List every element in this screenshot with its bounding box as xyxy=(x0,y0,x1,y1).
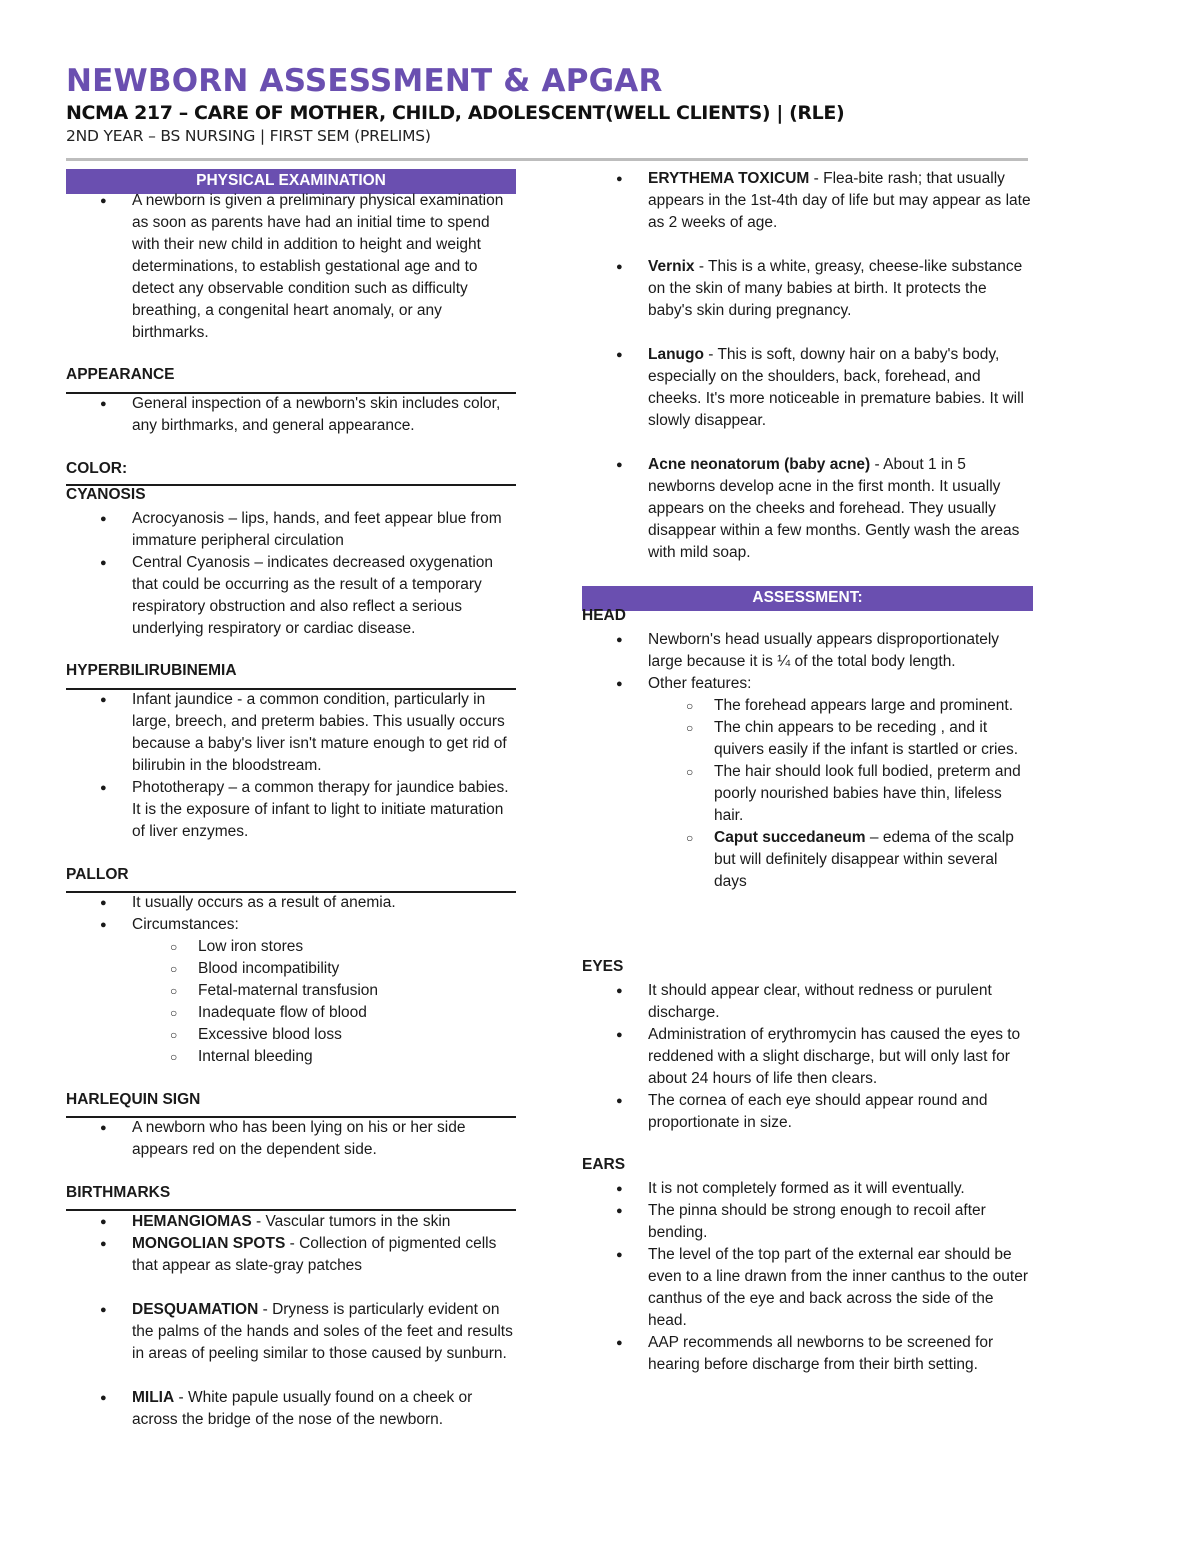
list-item: ● Other features: xyxy=(582,673,1034,695)
list-item: ● General inspection of a newborn's skin includes color, any birthmarks, and general appearance. xyxy=(66,393,516,437)
term-subtitle: 2ND YEAR – BS NURSING | FIRST SEM (PRELIMS) xyxy=(66,127,431,145)
list-item xyxy=(582,256,1034,322)
list-item: ● A newborn who has been lying on his or her side appears red on the dependent side. xyxy=(66,1117,516,1161)
list-item xyxy=(582,344,1034,432)
birthmarks-list xyxy=(66,1211,516,1431)
term-description: - This is soft, downy hair on a baby's body, especially on the shoulders, back, forehead, and cheeks. It's more noticeable in premature babies. It will slowly disappear. xyxy=(648,346,1024,429)
list-item: ● The level of the top part of the external ear should be even to a line drawn from the inner canthus to the outer canthus of the eye and back across the side of the head. xyxy=(582,1244,1034,1332)
birthmarks-heading: BIRTHMARKS xyxy=(66,1184,171,1201)
term: Vernix xyxy=(648,258,695,275)
term-description: - Dryness is particularly evident on the palms of the hands and soles of the feet and results in areas of peeling similar to those caused by sunburn. xyxy=(132,1301,513,1362)
term: MONGOLIAN SPOTS xyxy=(132,1235,286,1252)
term: Lanugo xyxy=(648,346,704,363)
list-item: ● It usually occurs as a result of anemia. xyxy=(66,892,516,914)
list-item: ● Administration of erythromycin has caused the eyes to reddened with a slight discharge, but will only last for about 24 hours of life then clears. xyxy=(582,1024,1034,1090)
pallor-heading: PALLOR xyxy=(66,866,129,883)
term: ERYTHEMA TOXICUM xyxy=(648,170,810,187)
harlequin-list xyxy=(66,1117,516,1161)
list-item: ● Central Cyanosis – indicates decreased oxygenation that could be occurring as the result of a temporary respiratory obstruction and also reflect a serious underlying respiratory or cardiac disease. xyxy=(66,552,516,640)
eyes-list xyxy=(582,980,1034,1134)
term: Acne neonatorum (baby acne) xyxy=(648,456,871,473)
list-subitem: ○ Fetal-maternal transfusion xyxy=(66,980,516,1002)
term-description: - About 1 in 5 newborns develop acne in the first month. It usually appears on the cheeks and forehead. They usually disappear within a few months. Gently wash the areas with mild soap. xyxy=(648,456,1020,561)
cyanosis-heading: CYANOSIS xyxy=(66,486,146,503)
list-subitem: ○ Excessive blood loss xyxy=(66,1024,516,1046)
term: DESQUAMATION xyxy=(132,1301,259,1318)
list-item: ● AAP recommends all newborns to be screened for hearing before discharge from their birth setting. xyxy=(582,1332,1034,1376)
physical-exam-list xyxy=(66,190,516,344)
list-item: ● Phototherapy – a common therapy for jaundice babies. It is the exposure of infant to light to initiate maturation of liver enzymes. xyxy=(66,777,516,843)
term: Caput succedaneum xyxy=(714,829,866,846)
list-subitem xyxy=(582,827,1034,893)
list-item: ● A newborn is given a preliminary physical examination as soon as parents have had an initial time to spend with their new child in addition to height and weight determinations, to establish gestational age and to detect any observable condition such as difficulty breathing, a congenital heart anomaly, or any birthmarks. xyxy=(66,190,516,344)
appearance-list xyxy=(66,393,516,437)
document-header xyxy=(66,62,1028,146)
list-item xyxy=(66,1211,516,1233)
cyanosis-list xyxy=(66,508,516,640)
list-item xyxy=(66,1233,516,1277)
color-heading: COLOR: xyxy=(66,460,128,477)
head-list xyxy=(582,629,1034,893)
harlequin-heading: HARLEQUIN SIGN xyxy=(66,1091,201,1108)
list-subitem: ○ Low iron stores xyxy=(66,936,516,958)
appearance-heading: APPEARANCE xyxy=(66,366,175,383)
pallor-list xyxy=(66,892,516,1068)
list-item xyxy=(582,168,1034,234)
list-item xyxy=(66,1387,516,1431)
term-description: – edema of the scalp but will definitely disappear within several days xyxy=(714,829,1014,890)
header-divider xyxy=(66,158,1028,161)
term-description: - Vascular tumors in the skin xyxy=(251,1213,451,1230)
list-item: ● Acrocyanosis – lips, hands, and feet appear blue from immature peripheral circulation xyxy=(66,508,516,552)
list-item: ● The cornea of each eye should appear round and proportionate in size. xyxy=(582,1090,1034,1134)
list-subitem: ○ Inadequate flow of blood xyxy=(66,1002,516,1024)
term-description: - This is a white, greasy, cheese-like substance on the skin of many babies at birth. It protects the baby's skin during pregnancy. xyxy=(648,258,1023,319)
term: MILIA xyxy=(132,1389,175,1406)
list-item xyxy=(66,1299,516,1365)
list-item xyxy=(582,454,1034,564)
ears-list xyxy=(582,1178,1034,1376)
course-subtitle: NCMA 217 – CARE OF MOTHER, CHILD, ADOLESCENT(WELL CLIENTS) | (RLE) xyxy=(66,102,845,124)
list-item: ● The pinna should be strong enough to recoil after bending. xyxy=(582,1200,1034,1244)
term-description: - Flea-bite rash; that usually appears in the 1st-4th day of life but may appear as late as 2 weeks of age. xyxy=(648,170,1031,231)
hyperbilirubinemia-list xyxy=(66,689,516,843)
document-title: NEWBORN ASSESSMENT & APGAR xyxy=(66,63,663,99)
list-subitem: ○ Blood incompatibility xyxy=(66,958,516,980)
list-item: ● Circumstances: xyxy=(66,914,516,936)
list-subitem: ○ The forehead appears large and prominent. xyxy=(582,695,1034,717)
eyes-heading: EYES xyxy=(582,958,624,975)
list-subitem: ○ Internal bleeding xyxy=(66,1046,516,1068)
term: HEMANGIOMAS xyxy=(132,1213,252,1230)
list-item: ● It should appear clear, without redness or purulent discharge. xyxy=(582,980,1034,1024)
head-heading: HEAD xyxy=(582,607,626,624)
hyperbilirubinemia-heading: HYPERBILIRUBINEMIA xyxy=(66,662,237,679)
list-item: ● Infant jaundice - a common condition, particularly in large, breech, and preterm babies. This usually occurs because a baby's liver isn't mature enough to get rid of bilirubin in the bloodstream. xyxy=(66,689,516,777)
skin-conditions-list xyxy=(582,168,1034,564)
list-item: ● Newborn's head usually appears disproportionately large because it is ¼ of the total body length. xyxy=(582,629,1034,673)
list-subitem: ○ The hair should look full bodied, preterm and poorly nourished babies have thin, lifeless hair. xyxy=(582,761,1034,827)
term-description: - Collection of pigmented cells that appear as slate-gray patches xyxy=(132,1235,497,1274)
physical-examination-banner: PHYSICAL EXAMINATION xyxy=(66,169,516,194)
list-item: ● It is not completely formed as it will eventually. xyxy=(582,1178,1034,1200)
ears-heading: EARS xyxy=(582,1156,626,1173)
list-subitem: ○ The chin appears to be receding , and it quivers easily if the infant is startled or cries. xyxy=(582,717,1034,761)
assessment-banner: ASSESSMENT: xyxy=(582,586,1033,611)
term-description: - White papule usually found on a cheek or across the bridge of the nose of the newborn. xyxy=(132,1389,473,1428)
